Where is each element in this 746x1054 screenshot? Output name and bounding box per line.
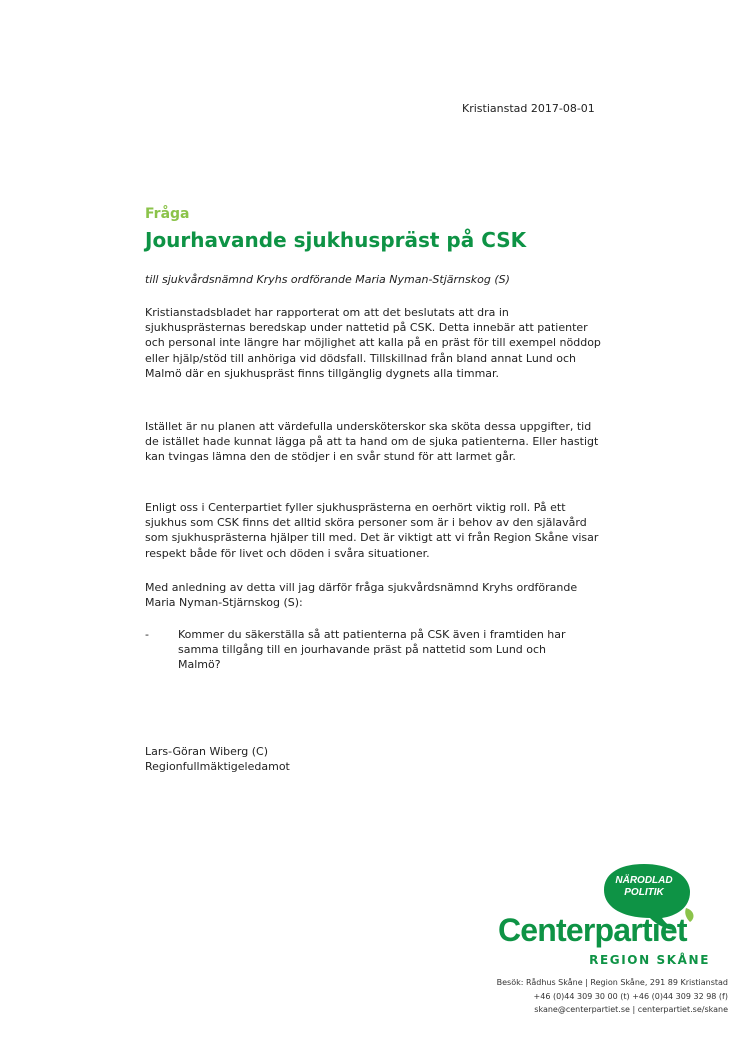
badge-line-2: POLITIK (624, 887, 664, 898)
body-paragraph (145, 419, 605, 465)
badge-line-1: NÄRODLAD (615, 875, 673, 886)
paragraph-text: Enligt oss i Centerpartiet fyller sjukhusprästerna en oerhört viktig roll. På ett sjukhus som CSK finns det alltid sköra personer som är i behov av den själavård som sjukhusprästerna hjälper till med. Det är viktigt att vi från Region Skåne visar respekt både för livet och döden i svåra situationer. (145, 501, 599, 560)
body-paragraph (145, 580, 605, 610)
document-date: Kristianstad 2017-08-01 (462, 102, 595, 115)
document-type-label: Fråga (145, 206, 190, 222)
document-subtitle: till sjukvårdsnämnd Kryhs ordförande Maria Nyman-Stjärnskog (S) (145, 273, 510, 286)
contact-footer (497, 976, 728, 1017)
signature-role: Regionfullmäktigeledamot (145, 760, 290, 774)
signature-block (145, 744, 290, 774)
paragraph-text: Kristianstadsbladet har rapporterat om att det beslutats att dra in sjukhusprästernas beredskap under nattetid på CSK. Detta innebär att patienter och personal inte längre har möjlighet att kalla på en präst för till exempel nöddop eller hjälp/stöd till anhöriga vid dödsfall. Tillskillnad från bland annat Lund och Malmö där en sjukhuspräst finns tillgänglig dygnets alla timmar. (145, 306, 601, 380)
body-paragraph (145, 305, 605, 381)
centerpartiet-logo (490, 860, 720, 972)
footer-phone: +46 (0)44 309 30 00 (t) +46 (0)44 309 32 98 (f) (533, 991, 728, 1001)
footer-address: Besök: Rådhus Skåne | Region Skåne, 291 89 Kristianstad (496, 978, 728, 987)
question-text: Kommer du säkerställa så att patienterna på CSK även i framtiden har samma tillgång till en jourhavande präst på nattetid som Lund och Malmö? (178, 628, 566, 672)
brand-region: REGION SKÅNE (589, 953, 710, 967)
signature-name: Lars-Göran Wiberg (C) (145, 745, 268, 758)
body-paragraph (145, 500, 605, 561)
document-title: Jourhavande sjukhuspräst på CSK (145, 228, 527, 252)
brand-wordmark: Centerpartiet (498, 912, 687, 948)
paragraph-text: Istället är nu planen att värdefulla undersköterskor ska sköta dessa uppgifter, tid de istället hade kunnat lägga på att ta hand om de sjuka patienterna. Eller hastigt kan tvingas lämna den de stödjer i en svår stund för att larmet går. (145, 420, 599, 464)
paragraph-text: Med anledning av detta vill jag därför fråga sjukvårdsnämnd Kryhs ordförande Maria Nyman-Stjärnskog (S): (145, 581, 578, 610)
question-bullet: - (145, 628, 149, 641)
footer-web: skane@centerpartiet.se | centerpartiet.se/skane (534, 1005, 728, 1014)
